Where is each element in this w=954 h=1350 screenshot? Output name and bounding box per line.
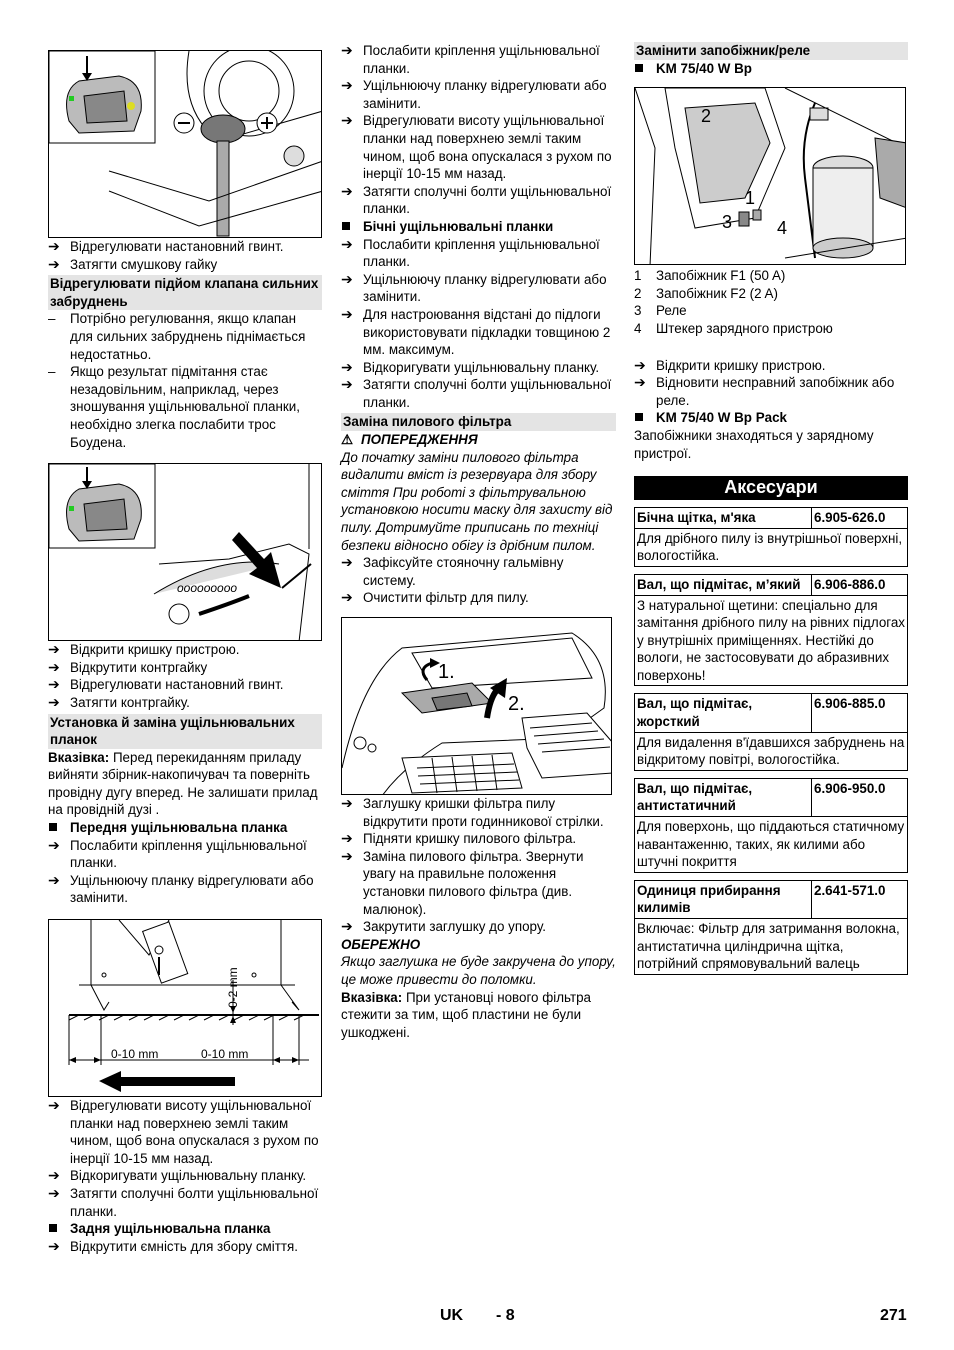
steps-list-6: [634, 357, 908, 410]
subsection-rear-strip: Задня ущільнювальна планка: [48, 1220, 322, 1238]
steps-list-3: [48, 1097, 322, 1220]
step: ➔ Закрутити заглушку до упору.: [341, 918, 616, 936]
section-title-sealing-strips: Установка й заміна ущільнювальних планок: [48, 714, 322, 749]
label-0-10mm-right: 0-10 mm: [201, 1047, 249, 1062]
accessory-part-number: 6.905-626.0: [814, 510, 886, 526]
step: ➔ Затягти контргайку.: [48, 694, 322, 712]
figure-dust-filter: [341, 617, 612, 795]
step: ➔ Затягти сполучні болти ущільнювальної планки.: [341, 376, 616, 411]
warning-triangle-icon: ⚠: [341, 432, 354, 448]
label-0-10mm-left: 0-10 mm: [111, 1047, 159, 1062]
step: ➔ Очистити фільтр для пилу.: [341, 589, 616, 607]
step: ➔ Ущільнюючу планку відрегулювати або замінити.: [341, 271, 616, 306]
section-title-flap-lift: Відрегулювати підйом клапана сильних забруднень: [48, 275, 322, 310]
warning-heading: [341, 431, 616, 449]
figure-bowden-cable: [48, 463, 322, 641]
step: ➔ Послабити кріплення ущільнювальної планки.: [341, 236, 616, 271]
svg-text:ooooooooo: ooooooooo: [177, 581, 238, 596]
figure-adjust-screw: [48, 50, 322, 238]
column-2: [341, 42, 616, 1041]
accessory-desc: Для поверхонь, що піддаються статичному навантаженню, таких, як килими або штучні покриття: [637, 819, 905, 870]
subsection-front-strip: Передня ущільнювальна планка: [48, 819, 322, 837]
fig-num-4: 4: [777, 218, 788, 239]
accessory-item: [634, 507, 908, 567]
section-title-fuse: Замінити запобіжник/реле: [634, 42, 908, 60]
fig-num-3: 3: [722, 212, 733, 233]
accessory-item: [634, 778, 908, 873]
accessory-part-number: 6.906-886.0: [814, 576, 886, 592]
footer-page-local: - 8: [496, 1307, 515, 1324]
step: ➔ Відрегулювати висоту ущільнювальної планки над поверхнею землі таким чином, щоб вона опускалася з рухом по інерції 10-15 мм назад.: [48, 1097, 322, 1167]
note-label: Вказівка:: [48, 749, 110, 765]
accessory-item: [634, 574, 908, 687]
legend-item: 3 Реле: [634, 303, 687, 319]
step: ➔ Затягти смушкову гайку: [48, 256, 322, 274]
accessory-item: [634, 880, 908, 975]
caution-label: ОБЕРЕЖНО: [341, 936, 421, 952]
column-3: [634, 42, 908, 975]
fig-num-2: 2: [701, 106, 712, 127]
step: ➔ Відкрити кришку пристрою.: [48, 641, 322, 659]
note-text: Перед перекиданням приладу вийняти збірник-накопичувач та поверніть провідну дугу вперед. Не залишати прилад на провідній дузі .: [48, 749, 318, 818]
fig-label-step2: 2.: [508, 693, 525, 715]
accessory-desc: З натуральної щетини: спеціально для замітання дрібного пилу на рівних підлогах у внутрішніх приміщеннях. Нестійкі до вологи, не застосовувати до абразивних поверхонь!: [637, 597, 905, 683]
caution-text: Якщо заглушка не буде закручена до упору, це може привести до поломки.: [341, 954, 616, 987]
label-0-2mm: 0-2 mm: [226, 967, 240, 1009]
step: ➔ Ущільнюючу планку відрегулювати або замінити.: [341, 77, 616, 112]
section-title-dust-filter: Заміна пилового фільтра: [341, 413, 616, 431]
figure-fuse-relay: [634, 87, 906, 265]
legend-item: 1 Запобіжник F1 (50 A): [634, 268, 786, 284]
step: ➔ Ущільнюючу планку відрегулювати або замінити.: [48, 872, 322, 907]
steps-list-5: [341, 795, 616, 936]
model-note: Запобіжники знаходяться у зарядному пристрої.: [634, 427, 874, 461]
warning-text: До початку заміни пилового фільтра видалити вміст із резервуара для збору сміття При роботі з фільтрувальною установкою носити маску для захисту від пилу. Дотримуйте приписань по техніці безпеки відносно обігу із дрібним пилом.: [341, 449, 613, 553]
legend-item: 2 Запобіжник F2 (2 A): [634, 285, 778, 301]
step: ➔ Послабити кріплення ущільнювальної планки.: [341, 42, 616, 77]
note: [48, 749, 322, 819]
accessory-name: Бічна щітка, м'яка: [635, 508, 812, 528]
step: ➔ Відкрутити контргайку: [48, 659, 322, 677]
step: ➔ Відкрити кришку пристрою.: [634, 357, 908, 375]
note: [341, 989, 616, 1042]
steps-list-4: [341, 42, 616, 218]
model-heading: KM 75/40 W Bp: [634, 60, 908, 78]
step: ➔ Заміна пилового фільтра. Звернути увагу на правильне положення установки пилового фільтра (див. малюнок).: [341, 848, 616, 918]
step: ➔ Заглушку кришки фільтра пилу відкрутити проти годинникової стрілки.: [341, 795, 616, 830]
list-item: – Потрібно регулювання, якщо клапан для сильних забруднень піднімається недостатньо.: [48, 310, 322, 363]
step: ➔ Затягти сполучні болти ущільнювальної планки.: [48, 1185, 322, 1220]
step: ➔ Відрегулювати настановний гвинт.: [48, 676, 322, 694]
step: ➔ Затягти сполучні болти ущільнювальної планки.: [341, 183, 616, 218]
accessory-desc: Включає: Фільтр для затримання волокна, антистатична циліндрична щітка, потрійний спрямовувальний валець: [637, 921, 900, 972]
note-label: Вказівка:: [341, 989, 403, 1005]
accessories-title: Аксесуари: [634, 476, 908, 500]
column-1: [48, 42, 322, 1255]
step: ➔ Для настроювання відстані до підлоги використовувати підкладки товщиною 2 мм. максимум.: [341, 306, 616, 359]
subsection-side-strips: Бічні ущільнювальні планки: [341, 218, 616, 236]
step: ➔ Відкрутити ємність для збору сміття.: [48, 1238, 322, 1256]
fig-num-1: 1: [745, 188, 756, 209]
step: ➔ Відновити несправний запобіжник або реле.: [634, 374, 908, 409]
step: ➔ Відрегулювати висоту ущільнювальної планки над поверхнею землі таким чином, щоб вона опускалася з рухом по інерції 10-15 мм назад.: [341, 112, 616, 182]
accessory-part-number: 2.641-571.0: [814, 882, 886, 898]
fig-label-step1: 1.: [438, 661, 455, 683]
accessory-desc: Для дрібного пилу із внутрішньої поверхні, вологостійка.: [637, 530, 903, 564]
footer-page-number: 271: [880, 1307, 907, 1324]
step: ➔ Відрегулювати настановний гвинт.: [48, 238, 322, 256]
accessory-part-number: 6.906-950.0: [814, 780, 886, 796]
step: ➔ Послабити кріплення ущільнювальної планки.: [48, 837, 322, 872]
accessory-desc: Для видалення в'їдавшихся забруднень на відкритому повітрі, вологостійка.: [637, 734, 905, 768]
model-heading: KM 75/40 W Bp Pack: [634, 409, 908, 427]
step: ➔ Зафіксуйте стояночну гальмівну систему.: [341, 554, 616, 589]
accessory-part-number: 6.906-885.0: [814, 696, 886, 712]
note-text: При установці нового фільтра стежити за тим, щоб пластини не були ушкоджені.: [341, 989, 591, 1040]
accessory-item: [634, 693, 908, 770]
figure-strip-clearance: [48, 919, 322, 1097]
accessory-name: Вал, що підмітає, антистатичний: [635, 779, 812, 816]
accessory-name: Вал, що підмітає, м’який: [635, 575, 812, 595]
legend-item: 4 Штекер зарядного пристрою: [634, 320, 833, 336]
warning-label: ПОПЕРЕДЖЕННЯ: [361, 432, 478, 448]
footer-language: UK: [440, 1307, 464, 1324]
step: ➔ Відкоригувати ущільнювальну планку.: [48, 1167, 322, 1185]
step: ➔ Підняти кришку пилового фільтра.: [341, 830, 616, 848]
figure-legend: [634, 267, 908, 337]
accessory-name: Одиниця прибирання килимів: [635, 881, 812, 918]
list-item: – Якщо результат підмітання стає незадовільним, наприклад, через зношування ущільнювальної планки, необхідно злегка послабити трос Боудена.: [48, 363, 322, 451]
step: ➔ Відкоригувати ущільнювальну планку.: [341, 359, 616, 377]
steps-list-1: [48, 238, 322, 273]
steps-list-2: [48, 641, 322, 711]
accessory-name: Вал, що підмітає, жорсткий: [635, 694, 812, 731]
